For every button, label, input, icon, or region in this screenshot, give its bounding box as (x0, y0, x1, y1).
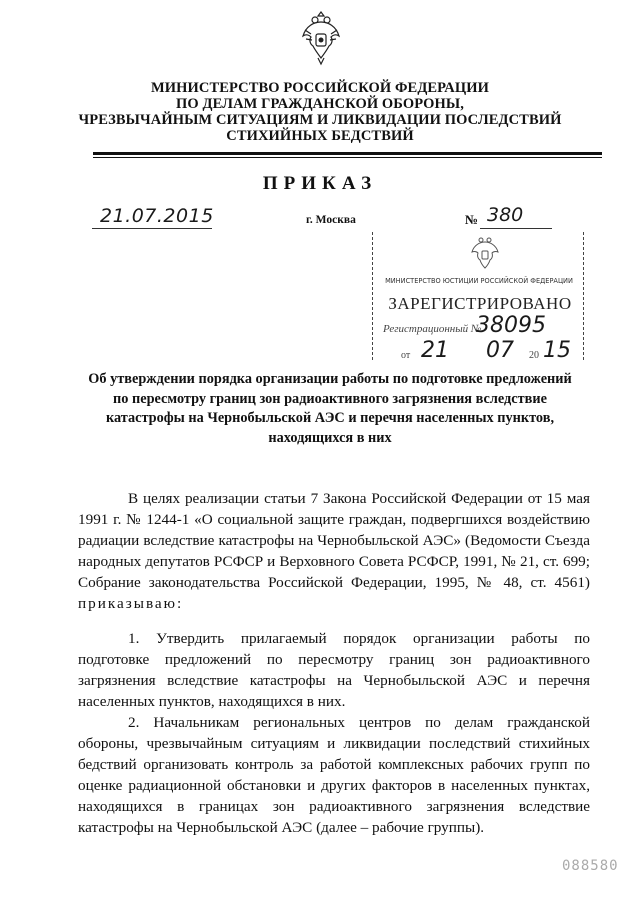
header-divider-thick (93, 152, 602, 155)
stamp-title: ЗАРЕГИСТРИРОВАНО (388, 294, 572, 313)
coat-of-arms-icon (300, 8, 342, 66)
order-date: 21.07.2015 (100, 205, 214, 227)
stamp-border-right (583, 232, 585, 360)
heading-line: катастрофы на Чернобыльской АЭС и перечня населенных пунктов, (105, 410, 555, 426)
paragraph-line: В целях реализации статьи 7 Закона Российской Федерации от 15 мая (128, 490, 590, 507)
ministry-line: ЧРЕЗВЫЧАЙНЫМ СИТУАЦИЯМ И ЛИКВИДАЦИИ ПОСЛЕДСТВИЙ (78, 112, 562, 128)
stamp-day: 21 (421, 338, 449, 363)
paragraph-line: Собрание законодательства Российской Федерации, 1995, № 48, ст. 4561) (78, 574, 590, 591)
paragraph-line: 2. Начальникам региональных центров по делам гражданской (128, 714, 590, 731)
order-city: г. Москва (306, 214, 356, 226)
order-number-label: № (465, 212, 479, 227)
heading-line: по пересмотру границ зон радиоактивного загрязнения вследствие (113, 390, 547, 407)
paragraph-line: 1991 г. № 1244-1 «О социальной защите граждан, подвергшихся воздействию (78, 511, 590, 528)
number-underline (480, 228, 552, 229)
stamp-year-prefix: 20 (529, 350, 539, 361)
paragraph-line: оценке радиационной обстановки и других факторов в населенных пунктах, (78, 777, 590, 794)
paragraph-line: бедствий организовать контроль за работой комплексных рабочих групп по (78, 756, 590, 773)
heading-line: находящихся в них (268, 429, 392, 446)
stamp-border-left (372, 232, 374, 360)
stamp-year: 15 (543, 338, 571, 363)
stamp-from-label: от (401, 350, 411, 361)
preamble-paragraph (78, 488, 590, 614)
paragraph-line: загрязнения вследствие катастрофы на Чернобыльской АЭС и перечня (78, 672, 590, 689)
order-verb: приказываю: (78, 595, 184, 612)
paragraph-line: населенных пунктов, находящихся в них. (78, 693, 346, 710)
order-heading (88, 370, 572, 448)
date-underline (92, 228, 212, 229)
stamp-ministry: МИНИСТЕРСТВО ЮСТИЦИИ РОССИЙСКОЙ ФЕДЕРАЦИИ (385, 277, 573, 285)
ministry-line: МИНИСТЕРСТВО РОССИЙСКОЙ ФЕДЕРАЦИИ (150, 80, 489, 96)
paragraph-line: катастрофы на Чернобыльской АЭС (далее – рабочие группы). (78, 819, 485, 836)
item-2-paragraph (78, 712, 590, 838)
ministry-line: СТИХИЙНЫХ БЕДСТВИЙ (226, 128, 414, 144)
paragraph-line: радиации вследствие катастрофы на Чернобыльской АЭС» (Ведомости Съезда (78, 532, 590, 549)
stamp-month: 07 (486, 338, 514, 363)
archive-number: 088580 (562, 858, 619, 874)
stamp-emblem-icon (470, 234, 500, 272)
stamp-reg-number: 38095 (476, 313, 546, 338)
item-1-paragraph (78, 628, 590, 712)
paragraph-line: находящихся в границах зон радиоактивного загрязнения вследствие (78, 798, 590, 815)
heading-line: Об утверждении порядка организации работы по подготовке предложений (88, 371, 572, 387)
stamp-reg-label: Регистрационный № (383, 323, 482, 335)
paragraph-line: обороны, чрезвычайным ситуациям и ликвидации последствий стихийных (78, 735, 590, 752)
ministry-header (60, 80, 580, 144)
paragraph-line: народных депутатов РСФСР и Верховного Совета РСФСР, 1991, № 21, ст. 699; (78, 553, 590, 570)
order-number: 380 (487, 204, 524, 226)
order-title: ПРИКАЗ (262, 173, 378, 194)
ministry-line: ПО ДЕЛАМ ГРАЖДАНСКОЙ ОБОРОНЫ, (176, 96, 464, 112)
paragraph-line: подготовке предложений по пересмотру границ зон радиоактивного (78, 651, 590, 668)
header-divider-thin (93, 157, 602, 158)
paragraph-line: 1. Утвердить прилагаемый порядок организации работы по (128, 630, 590, 647)
